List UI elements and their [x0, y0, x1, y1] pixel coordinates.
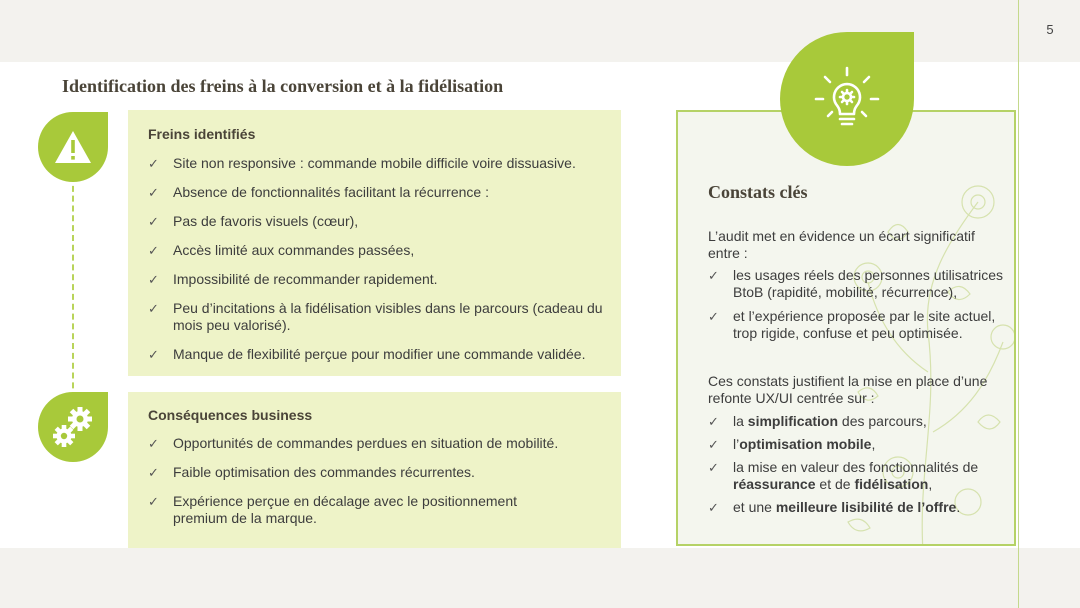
consequences-panel [128, 392, 621, 548]
list-item: ✓ Opportunités de commandes perdues en situation de mobilité. [148, 435, 559, 451]
freins-panel [128, 110, 621, 376]
check-icon: ✓ [148, 214, 159, 229]
check-icon: ✓ [148, 243, 159, 258]
gears-icon [48, 402, 98, 452]
vertical-divider [1018, 0, 1019, 608]
check-icon: ✓ [148, 156, 159, 171]
list-item: ✓ Accès limité aux commandes passées, [148, 242, 415, 258]
list-item: ✓ la mise en valeur des fonctionnalités de réassurance et de fidélisation, [708, 459, 979, 492]
check-icon: ✓ [148, 347, 159, 362]
constats-intro: L’audit met en évidence un écart significatif entre : [708, 228, 975, 261]
list-item: ✓ et une meilleure lisibilité de l’offre. [708, 499, 961, 515]
ecart-list [708, 267, 1016, 342]
list-item: ✓ les usages réels des personnes utilisatrices BtoB (rapidité, mobilité, récurrence), [708, 267, 1004, 300]
list-item: ✓ Manque de flexibilité perçue pour modifier une commande validée. [148, 346, 586, 362]
list-item: ✓ Pas de favoris visuels (cœur), [148, 213, 359, 229]
freins-list [148, 155, 608, 363]
check-icon: ✓ [148, 301, 159, 316]
list-item: ✓ Site non responsive : commande mobile difficile voire dissuasive. [148, 155, 576, 171]
consequences-list [148, 435, 568, 527]
list-item: ✓ Absence de fonctionnalités facilitant la récurrence : [148, 184, 489, 200]
check-icon: ✓ [708, 437, 719, 452]
warning-icon [53, 129, 93, 165]
refonte-list [708, 413, 1016, 516]
list-item: ✓ Expérience perçue en décalage avec le positionnement premium de la marque. [148, 493, 518, 526]
check-icon: ✓ [148, 436, 159, 451]
check-icon: ✓ [708, 309, 719, 324]
list-item: ✓ Peu d’incitations à la fidélisation visibles dans le parcours (cadeau du mois peu valorisé). [148, 300, 603, 333]
list-item: ✓ et l’expérience proposée par le site actuel, trop rigide, confuse et peu optimisée. [708, 308, 996, 341]
freins-heading: Freins identifiés [148, 126, 256, 142]
check-icon: ✓ [708, 414, 719, 429]
list-item: ✓ la simplification des parcours, [708, 413, 927, 429]
warning-badge [38, 112, 108, 182]
constats-box [676, 110, 1016, 546]
list-item: ✓ Faible optimisation des commandes récurrentes. [148, 464, 475, 480]
gears-badge [38, 392, 108, 462]
list-item: ✓ l’optimisation mobile, [708, 436, 876, 452]
page-title: Identification des freins à la conversion et à la fidélisation [62, 76, 504, 96]
list-item: ✓ Impossibilité de recommander rapidement. [148, 271, 438, 287]
check-icon: ✓ [708, 500, 719, 515]
constats-justification: Ces constats justifient la mise en place d’une refonte UX/UI centrée sur : [708, 373, 988, 406]
lightbulb-icon [812, 64, 882, 134]
check-icon: ✓ [708, 460, 719, 475]
check-icon: ✓ [708, 268, 719, 283]
constats-heading: Constats clés [708, 182, 808, 202]
lightbulb-badge [780, 32, 914, 166]
consequences-heading: Conséquences business [148, 407, 313, 423]
timeline-connector [72, 176, 74, 408]
page-number: 5 [1046, 22, 1054, 37]
check-icon: ✓ [148, 494, 159, 509]
check-icon: ✓ [148, 185, 159, 200]
check-icon: ✓ [148, 465, 159, 480]
check-icon: ✓ [148, 272, 159, 287]
